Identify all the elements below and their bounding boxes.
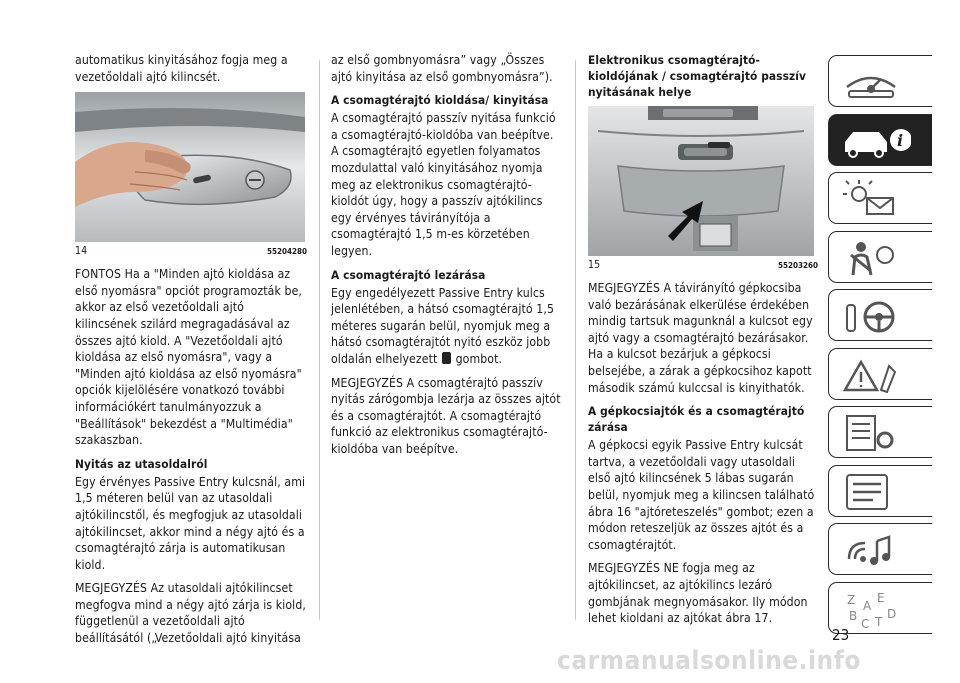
col2-intro: az első gombnyomásra” vagy „Összes ajtó kinyitása az első gombnyomásra”). xyxy=(331,53,553,84)
figure-15-code: 55203260 xyxy=(777,261,818,270)
watermark-text: carmanualsonline.info xyxy=(557,646,861,676)
nav-tab-car-info[interactable] xyxy=(828,114,932,166)
door-handle-photo xyxy=(75,92,305,242)
chapter-nav-sidebar xyxy=(828,55,938,640)
col3-note-megjegyzes-1: MEGJEGYZÉS A távirányító gépkocsiba való bezárásának elkerülése érdekében mindig tartsuk magunknál a kulcsot egy ajtó vagy a csomagtérajtó bezárásakor. Ha a kulcsot bezárjuk a gépkocsi belsejébe, a zárak a gépkocsihoz kapott második számú kulccsal is kinyithatók. xyxy=(588,281,813,395)
svg-text:A: A xyxy=(863,598,872,613)
lights-message-icon xyxy=(841,178,901,220)
tailgate-photo xyxy=(588,106,814,256)
figure-15-tailgate-image xyxy=(588,106,814,256)
alphabetical-index-icon xyxy=(841,588,901,630)
col2-heading-tailgate-release: A csomagtérajtó kioldása/ kinyitása xyxy=(331,93,549,108)
column-divider-1 xyxy=(319,60,320,620)
svg-text:Z: Z xyxy=(847,592,856,607)
col2-para-tailgate-lock xyxy=(331,285,564,368)
car-dashboard-icon xyxy=(841,61,901,103)
maintenance-list-icon xyxy=(841,412,901,454)
col3-heading-tailgate-location: Elektronikus csomagtérajtó-kioldójának / csomagtérajtó passzív nyitásának helye xyxy=(588,53,807,99)
figure-15-caption xyxy=(588,259,818,272)
col1-intro: automatikus kinyitásához fogja meg a vezetőoldali ajtó kilincsét. xyxy=(75,53,288,84)
technical-data-icon xyxy=(841,471,901,513)
figure-14-code: 55204280 xyxy=(266,247,307,257)
svg-text:i: i xyxy=(897,130,904,150)
seatbelt-airbag-icon xyxy=(841,237,901,279)
nav-tab-maintenance[interactable] xyxy=(828,406,932,458)
col1-note-fontos: FONTOS Ha a "Minden ajtó kioldása az első nyomásra" opciót programozták be, akkor az első vezetőoldali ajtó kilincsének szilárd megragadásával az összes ajtó kiold. A "Vezetőoldali ajtó kioldása az első nyomásra", vagy a "Minden ajtó kioldása az első nyomásra" opciók kijelölésére vonatkozó további információkért tanulmányozzuk a "Beállítások" bekezdést a "Multimédia" szakaszban. xyxy=(75,267,303,448)
svg-text:C: C xyxy=(861,616,870,630)
svg-text:B: B xyxy=(849,608,858,623)
svg-text:D: D xyxy=(887,606,897,621)
svg-text:T: T xyxy=(875,614,883,629)
figure-14-door-handle-image xyxy=(75,92,305,242)
col3-para-door-lock: A gépkocsi egyik Passive Entry kulcsát tartva, a vezetőoldali vagy utasoldali első ajtó kilincsének 5 lábas sugarán belül, nyomjuk meg a kilincsen található ábra 16 "ajtóreteszelés" gombot; ezen a módon reteszeljük az összes ajtót és a csomagtérajtót. xyxy=(588,438,815,552)
col1-heading-passenger-side: Nyitás az utasoldalról xyxy=(75,456,208,471)
nav-tab-emergency[interactable] xyxy=(828,348,932,400)
col2-heading-tailgate-lock: A csomagtérajtó lezárása xyxy=(331,267,486,282)
figure-14-number: 14 xyxy=(75,245,88,258)
car-info-icon xyxy=(841,120,911,162)
nav-tab-dashboard[interactable] xyxy=(828,55,932,107)
figure-15-number: 15 xyxy=(588,259,601,271)
steering-wheel-icon xyxy=(841,295,901,337)
lock-button-icon xyxy=(442,352,451,364)
col3-heading-door-lock: A gépkocsiajtók és a csomagtérajtó zárása xyxy=(588,404,805,435)
nav-tab-driving[interactable] xyxy=(828,289,932,341)
col2-para-tailgate-release: A csomagtérajtó passzív nyitása funkció a csomagtérajtó-kioldóba van beépítve. A csomagtérajtó egyetlen folyamatos mozdulattal való kinyitásához nyomja meg az elektronikus csomagtérajtó-kioldót úgy, hogy a passzív ajtókilincs egy érvényes távirányítója a csomagtérajtó 1,5 m-es körzetében legyen. xyxy=(331,111,556,258)
col2-para-tailgate-lock-text: Egy engedélyezett Passive Entry kulcs jelenlétében, a hátsó csomagtérajtó 1,5 méteres sugarán belül, nyomjuk meg a hátsó csomagtérajtót nyitó eszköz jobb oldalán elhelyezett xyxy=(331,285,555,366)
col2-note-megjegyzes: MEGJEGYZÉS A csomagtérajtó passzív nyitás zárógombja lezárja az összes ajtót és a csomagtérajtót. A csomagtérajtó funkció az elektronikus csomagtérajtó-kioldóba van beépítve. xyxy=(331,375,561,456)
nav-tab-technical-data[interactable] xyxy=(828,465,932,517)
col3-note-megjegyzes-2: MEGJEGYZÉS NE fogja meg az ajtókilincset, az ajtókilincs lezáró gombjának megnyomásakor. Ily módon lehet kioldani az ajtókat ábra 17. xyxy=(588,561,808,626)
column-divider-2 xyxy=(575,60,576,620)
col1-note-megjegyzes: MEGJEGYZÉS Az utasoldali ajtókilincset megfogva mind a négy ajtó zárja is kiold, függetlenül a vezetőoldali ajtó beállításától („Vezetőoldali ajtó kinyitása xyxy=(75,581,306,646)
warning-triangle-icon xyxy=(841,354,901,396)
svg-text:E: E xyxy=(877,590,885,605)
nav-tab-multimedia[interactable] xyxy=(828,523,932,575)
col1-para-passenger-side: Egy érvényes Passive Entry kulcsnál, ami 1,5 méteren belül van az utasoldali ajtókilincstől, és megfogjuk az utasoldali ajtókilincset, akkor mind a négy ajtó és a csomagtérajtó zárja is automatikusan kiold. xyxy=(75,474,306,572)
column-3 xyxy=(588,52,818,634)
col2-para-tailgate-lock-end: gombot. xyxy=(455,351,503,366)
page-number: 23 xyxy=(832,626,850,644)
nav-tab-lights-messages[interactable] xyxy=(828,172,932,224)
nav-tab-safety[interactable] xyxy=(828,231,932,283)
multimedia-icon xyxy=(841,529,901,571)
column-2 xyxy=(331,52,564,464)
figure-14-caption xyxy=(75,245,307,258)
column-1 xyxy=(75,52,307,654)
